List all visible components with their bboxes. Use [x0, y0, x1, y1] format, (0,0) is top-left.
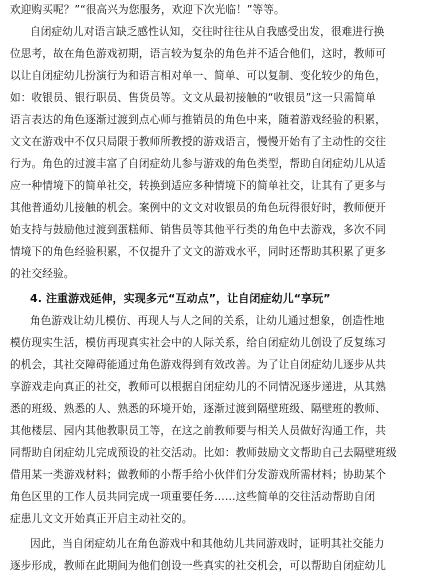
section-heading: 4. 注重游戏延伸，实现多元“互动点”，让自闭症幼儿“享玩” [30, 292, 331, 305]
text-line: 症患儿文文开始真正开启主动社交的。 [10, 513, 193, 525]
text-line: 情境下的角色经验积累，不仅提升了文文的游戏水平，同时还帮助其积累了更多 [10, 246, 387, 258]
text-line: 自闭症幼儿对语言缺乏感性认知，交往时往往从自我感受出发，很难进行换 [30, 26, 385, 38]
text-line: 始支持与鼓励他过渡到蛋糕师、销售员等其他平行类的角色中去游戏，多次不同 [10, 224, 387, 236]
text-line: 同帮助自闭症幼儿完成预设的社交活动。比如：教师鼓励文文帮助自己去隔壁班级 [10, 447, 397, 459]
text-line: 行为。角色的过渡丰富了自闭症幼儿参与游戏的角色类型，帮助自闭症幼儿从适 [10, 158, 387, 170]
text-line: 逐步形成，教师在此期间为他们创设一些真实的社交机会，可以帮助自闭症幼儿 [10, 560, 387, 572]
text-line: 模仿现实生活，模仿再现真实社会中的人际关系，给自闭症幼儿创设了反复练习 [10, 337, 387, 349]
text-line: 悉的班级、熟悉的人、熟悉的环境开始，逐渐过渡到隔壁班级、隔壁班的教师、 [10, 403, 387, 415]
text-line: 的机会，其社交障碍能通过角色游戏得到有效改善。为了让自闭症幼儿逐步从共 [10, 359, 387, 371]
text-line: 角色游戏让幼儿模仿、再现人与人之间的关系，让幼儿通过想象，创造性地 [30, 315, 385, 327]
text-line: 因此，当自闭症幼儿在角色游戏中和其他幼儿共同游戏时，证明其社交能力 [30, 538, 385, 550]
text-line: 位思考，故在角色游戏初期，语言较为复杂的角色并不适合他们，这时，教师可 [10, 48, 387, 60]
text-line: 享游戏走向真正的社交，教师可以根据自闭症幼儿的不同情况逐步递进，从其熟 [10, 381, 387, 393]
text-line: 语言表达的角色逐渐过渡到点心师与推销员的角色中来，随着游戏经验的积累， [10, 114, 387, 126]
text-line: 其他普通幼儿接触的机会。案例中的文文对收银员的角色玩得很好时，教师便开 [10, 202, 387, 214]
text-line: 角色区里的工作人员共同完成一项重要任务……这些简单的交往活动帮助自闭 [10, 491, 376, 503]
text-line: 其他楼层、园内其他教职员工等，在这之前教师要与相关人员做好沟通工作，共 [10, 425, 387, 437]
text-line: 应一种情境下的简单社交，转换到适应多种情境下的简单社交，让其有了更多与 [10, 180, 387, 192]
text-line: 以让自闭症幼儿扮演行为和语言相对单一、简单、可以复制、变化较少的角色， [10, 70, 387, 82]
text-line: 借用某一类游戏材料；做教师的小帮手给小伙伴们分发游戏所需材料；协助某个 [10, 469, 387, 481]
text-line: 如：收银员、银行职员、售货员等。文文从最初接触的“收银员”这一只需简单 [10, 92, 376, 104]
text-line: 的社交经验。 [10, 268, 75, 280]
text-line: 欢迎购买呢？”“很高兴为您服务，欢迎下次光临！”等等。 [10, 4, 285, 16]
text-line: 文文在游戏中不仅只局限于教师所教授的游戏语言，慢慢开始有了主动性的交往 [10, 136, 387, 148]
